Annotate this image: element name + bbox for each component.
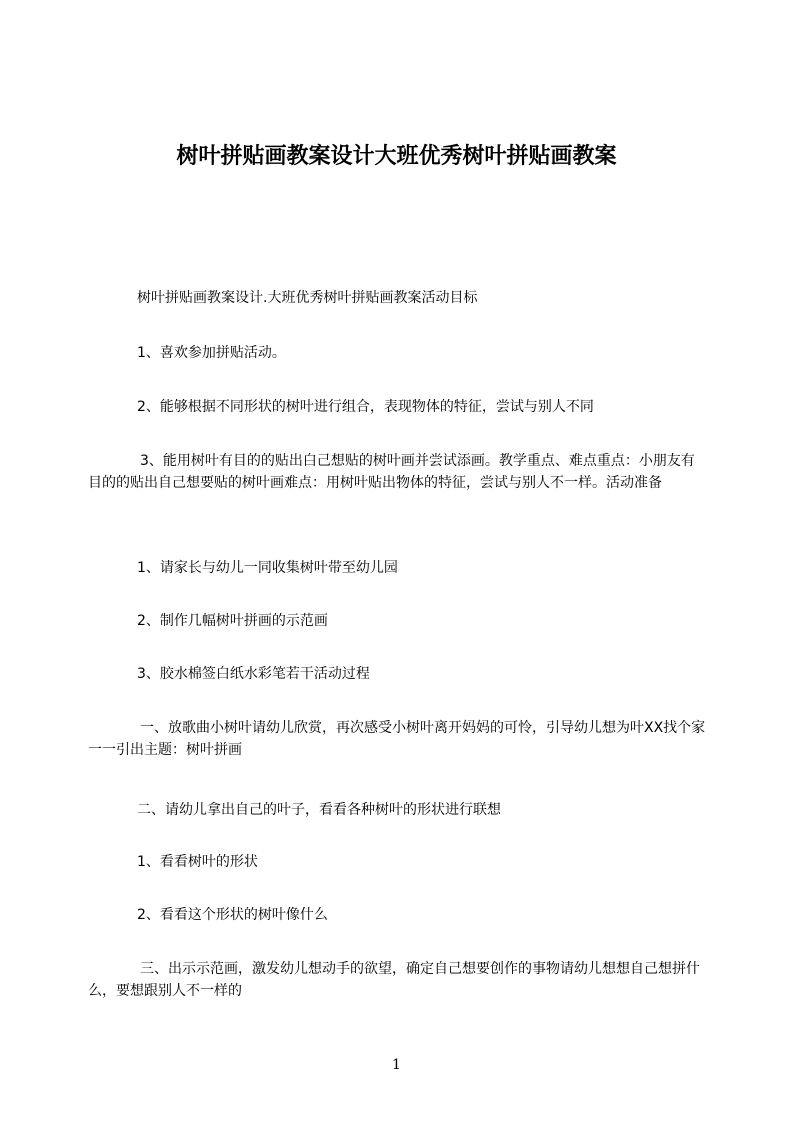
paragraph-objective-2: 2、能够根据不同形状的树叶进行组合，表现物体的特征，尝试与别人不同 [137, 399, 594, 415]
paragraph-prep-1: 1、请家长与幼儿一同收集树叶带至幼儿园 [137, 560, 398, 576]
paragraph-objective-1: 1、喜欢参加拼贴活动。 [137, 345, 286, 361]
paragraph-step-1: 一、放歌曲小树叶请幼儿欣赏，再次感受小树叶离开妈妈的可怜，引导幼儿想为叶XX找个家一一引出主题：树叶拼画 [88, 720, 706, 758]
page-number: 1 [392, 1057, 401, 1073]
paragraph-step-2: 二、请幼儿拿出自己的叶子，看看各种树叶的形状进行联想 [137, 802, 501, 818]
paragraph-step-2-item-2: 2、看看这个形状的树叶像什么 [137, 907, 328, 923]
paragraph-objective-3-and-key-points: 3、能用树叶有目的的贴出白己想贴的树叶画并尝试添画。教学重点、难点重点：小朋友有目的的贴出自己想要贴的树叶画难点：用树叶贴出物体的特征，尝试与别人不一样。活动准备 [88, 453, 695, 491]
paragraph-step-2-item-1: 1、看看树叶的形状 [137, 854, 258, 870]
paragraph-intro-objectives: 树叶拼贴画教案设计.大班优秀树叶拼贴画教案活动目标 [137, 290, 478, 306]
document-title: 树叶拼贴画教案设计大班优秀树叶拼贴画教案 [176, 144, 617, 169]
paragraph-step-3: 三、出示示范画，激发幼儿想动手的欲望，确定自己想要创作的事物请幼儿想想自己想拼什么，要想跟别人不一样的 [88, 961, 700, 999]
paragraph-prep-2: 2、制作几幅树叶拼画的示范画 [137, 613, 328, 629]
paragraph-prep-3: 3、胶水棉签白纸水彩笔若干活动过程 [137, 666, 370, 682]
